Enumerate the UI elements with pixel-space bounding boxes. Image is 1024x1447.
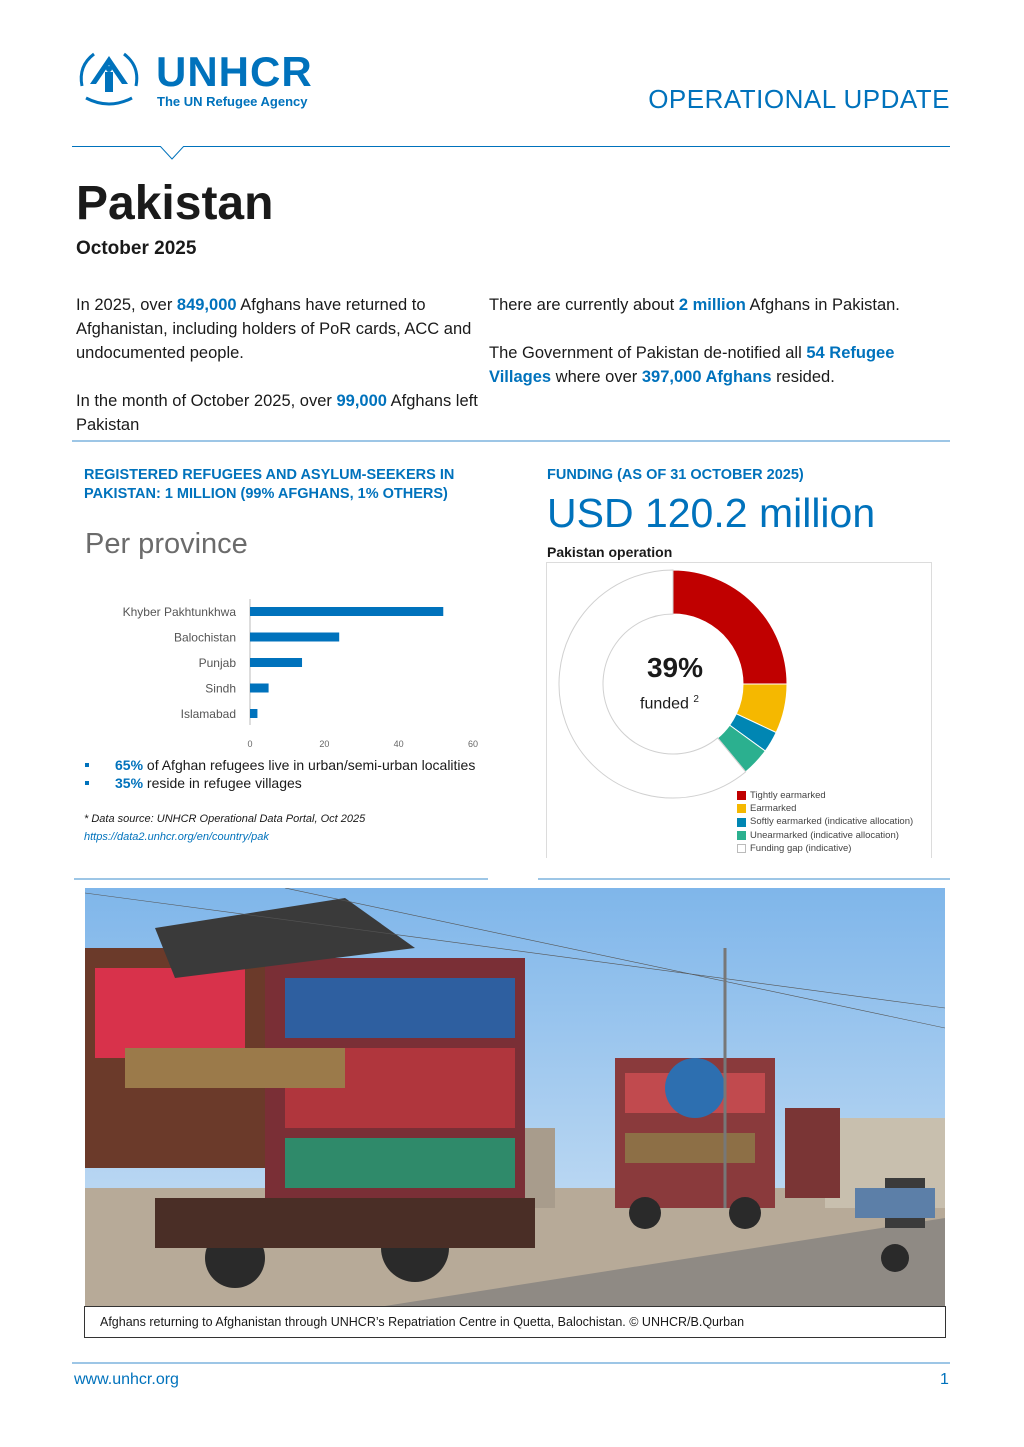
legend-item <box>737 842 913 855</box>
legend-label: Earmarked <box>750 803 797 815</box>
x-tick-label: 20 <box>319 739 330 749</box>
x-tick-label: 0 <box>247 739 253 749</box>
bar <box>250 684 269 693</box>
data-source-note: * Data source: UNHCR Operational Data Portal, Oct 2025 <box>84 813 366 825</box>
returnee-trucks-photo <box>85 888 945 1306</box>
legend-swatch <box>737 831 746 840</box>
legend-item <box>737 815 913 828</box>
intro-villages-paragraph: The Government of Pakistan de-notified all 54 Refugee Villages where over 397,000 Afghans resided. <box>489 344 895 386</box>
page-title: Pakistan <box>76 177 274 230</box>
bar-category-label: Sindh <box>205 681 236 696</box>
legend-item <box>737 802 913 815</box>
intro-returns-paragraph: In 2025, over 849,000 Afghans have returned to Afghanistan, including holders of PoR cards, ACC and undocumented people. <box>76 296 472 362</box>
bar-category-label: Khyber Pakhtunkhwa <box>122 605 236 619</box>
legend-swatch <box>737 844 746 853</box>
legend-label: Unearmarked (indicative allocation) <box>750 829 899 841</box>
report-date: October 2025 <box>76 238 197 259</box>
funding-donut-chart <box>556 568 796 808</box>
x-tick-label: 40 <box>393 739 404 749</box>
section-divider <box>72 440 950 442</box>
funding-amount: USD 120.2 million <box>547 490 876 536</box>
footer-divider <box>72 1362 950 1364</box>
section-divider <box>74 878 488 880</box>
section-divider <box>538 878 950 880</box>
header-notch <box>160 146 184 160</box>
legend-label: Softly earmarked (indicative allocation) <box>750 816 914 828</box>
bar <box>250 658 302 667</box>
people-shelter-icon <box>90 56 128 92</box>
page-number: 1 <box>940 1371 949 1388</box>
bar-category-label: Punjab <box>198 656 236 670</box>
province-bar-chart <box>80 595 500 755</box>
x-tick-label: 60 <box>467 739 479 749</box>
registered-refugees-title: REGISTERED REFUGEES AND ASYLUM-SEEKERS IN PAKISTAN: 1 MILLION (99% AFGHANS, 1% OTHERS) <box>84 467 455 502</box>
legend-item <box>737 829 913 842</box>
funding-title: FUNDING (AS OF 31 OCTOBER 2025) <box>547 467 804 483</box>
list-item: 65% of Afghan refugees live in urban/semi-urban localities <box>84 756 484 774</box>
legend-label: Tightly earmarked <box>750 790 826 801</box>
legend-item <box>737 789 913 802</box>
footer-website-link[interactable]: www.unhcr.org <box>74 1371 179 1388</box>
legend-swatch <box>737 791 746 800</box>
header-divider <box>72 146 950 147</box>
document-type: OPERATIONAL UPDATE <box>648 84 950 114</box>
intro-october-paragraph: In the month of October 2025, over 99,000 Afghans left Pakistan <box>76 392 478 434</box>
bar <box>250 633 339 642</box>
funded-label: funded $^2$ <box>640 694 699 713</box>
intro-population-paragraph: There are currently about 2 million Afghans in Pakistan. <box>489 296 900 314</box>
bar <box>250 607 443 616</box>
truck-graphic <box>615 1058 775 1229</box>
list-item: 35% reside in refugee villages <box>84 774 484 792</box>
bar <box>250 709 257 718</box>
org-name: UNHCR <box>156 48 313 95</box>
funding-operation-label: Pakistan operation <box>547 544 673 560</box>
legend-label: Funding gap (indicative) <box>750 842 852 854</box>
funded-percentage: 39% <box>646 652 704 683</box>
org-tagline: The UN Refugee Agency <box>157 94 308 109</box>
bullet-icon <box>85 781 89 785</box>
photo-caption: Afghans returning to Afghanistan through UNHCR’s Repatriation Centre in Quetta, Balochistan. © UNHCR/B.Qurban <box>84 1306 946 1338</box>
data-source-link[interactable]: https://data2.unhcr.org/en/country/pak <box>84 831 269 843</box>
legend-swatch <box>737 804 746 813</box>
bullet-icon <box>85 763 89 767</box>
chart-subtitle: Per province <box>85 528 248 560</box>
funding-legend <box>737 789 913 855</box>
bar-category-label: Balochistan <box>173 630 236 645</box>
legend-swatch <box>737 818 746 827</box>
bar-category-label: Islamabad <box>180 707 236 721</box>
urban-rural-bullets <box>84 756 484 792</box>
